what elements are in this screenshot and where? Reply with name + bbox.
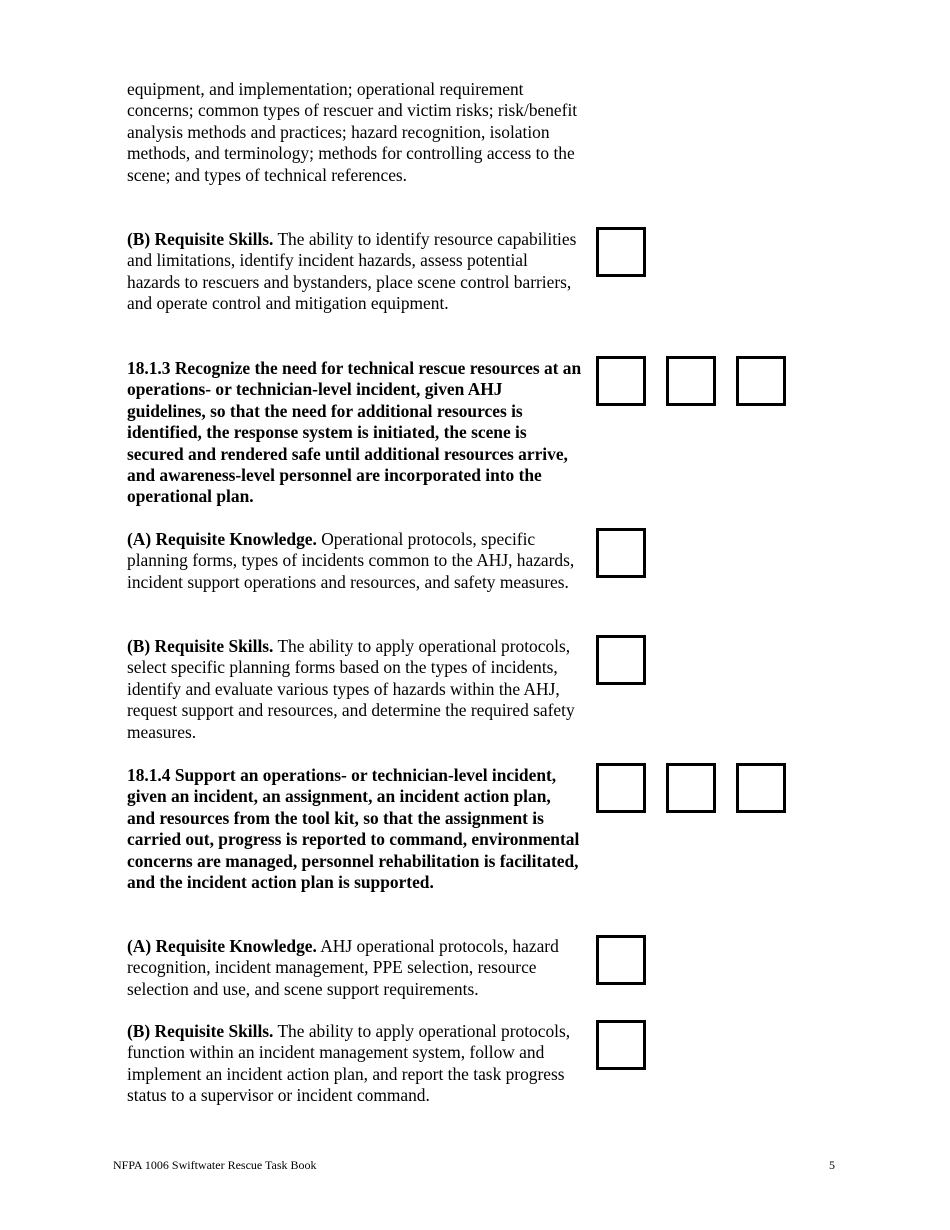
paragraph-lead: (B) Requisite Skills. — [127, 636, 274, 656]
signoff-checkbox[interactable] — [596, 227, 646, 277]
requisite-knowledge-paragraph — [127, 936, 582, 1000]
paragraph-lead: (A) Requisite Knowledge. — [127, 529, 317, 549]
signoff-checkbox[interactable] — [666, 763, 716, 813]
paragraph-text: 18.1.4 Support an operations- or technician-level incident, given an incident, an assignment, an incident action plan, and resources from the tool kit, so that the assignment is carried out, progress is reported to command, environmental concerns are managed, personnel rehabilitation is facilitated, and the incident action plan is supported. — [127, 765, 580, 893]
paragraph-text: The ability to apply operational protocols, select specific planning forms based on the types of incidents, identify and evaluate various types of hazards within the AHJ, request support and resources, and determine the required safety measures. — [127, 636, 575, 742]
signoff-checkbox[interactable] — [736, 763, 786, 813]
signoff-checkbox[interactable] — [596, 635, 646, 685]
paragraph-text: Operational protocols, specific planning forms, types of incidents common to the AHJ, hazards, incident support operations and resources, and safety measures. — [127, 529, 575, 592]
paragraph-text: 18.1.3 Recognize the need for technical rescue resources at an operations- or technician-level incident, given AHJ guidelines, so that the need for additional resources is identified, the response system is initiated, the scene is secured and rendered safe until additional resources arrive, and awareness-level personnel are incorporated into the operational plan. — [127, 358, 582, 507]
standard-18-1-3-paragraph — [127, 358, 582, 508]
signoff-checkbox[interactable] — [666, 356, 716, 406]
signoff-checkbox[interactable] — [596, 356, 646, 406]
signoff-checkbox[interactable] — [596, 528, 646, 578]
signoff-checkbox[interactable] — [596, 935, 646, 985]
requisite-knowledge-paragraph — [127, 529, 582, 593]
page-number: 5 — [829, 1158, 835, 1172]
paragraph-lead: (B) Requisite Skills. — [127, 229, 274, 249]
requisite-skills-paragraph — [127, 229, 582, 315]
signoff-checkbox[interactable] — [736, 356, 786, 406]
footer-title: NFPA 1006 Swiftwater Rescue Task Book — [113, 1158, 317, 1172]
paragraph-text: AHJ operational protocols, hazard recognition, incident management, PPE selection, resource selection and use, and scene support requirements. — [127, 936, 559, 999]
paragraph-text: The ability to identify resource capabilities and limitations, identify incident hazards, assess potential hazards to rescuers and bystanders, place scene control barriers, and operate control and mitigation equipment. — [127, 229, 577, 314]
paragraph-lead: (A) Requisite Knowledge. — [127, 936, 317, 956]
signoff-checkbox[interactable] — [596, 1020, 646, 1070]
requisite-skills-paragraph — [127, 1021, 582, 1107]
continuation-paragraph — [127, 79, 582, 186]
standard-18-1-4-paragraph — [127, 765, 582, 893]
paragraph-lead: (B) Requisite Skills. — [127, 1021, 274, 1041]
paragraph-text: The ability to apply operational protocols, function within an incident management system, follow and implement an incident action plan, and report the task progress status to a supervisor or incident command. — [127, 1021, 571, 1106]
signoff-checkbox[interactable] — [596, 763, 646, 813]
requisite-skills-paragraph — [127, 636, 582, 743]
paragraph-text: equipment, and implementation; operational requirement concerns; common types of rescuer and victim risks; risk/benefit analysis methods and practices; hazard recognition, isolation methods, and terminology; methods for controlling access to the scene; and types of technical references. — [127, 79, 578, 185]
